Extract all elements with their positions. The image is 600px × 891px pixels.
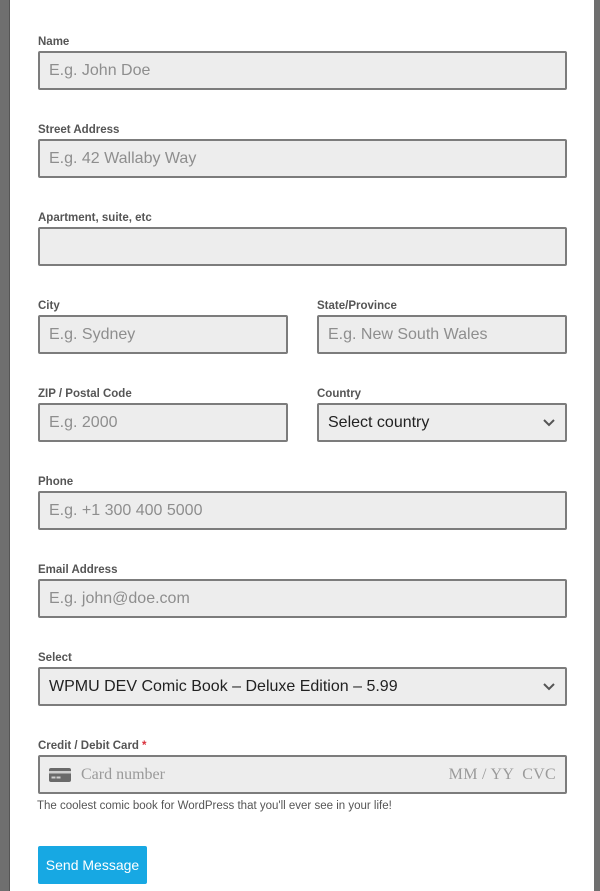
zip-label: ZIP / Postal Code — [38, 388, 132, 400]
zip-input[interactable] — [38, 403, 288, 442]
email-field-group — [38, 564, 567, 619]
email-placeholder: E.g. john@doe.com — [49, 589, 190, 607]
product-selected-value: WPMU DEV Comic Book – Deluxe Edition – 5.99 — [49, 677, 398, 695]
card-number-placeholder: Card number — [81, 765, 165, 783]
country-field-group — [317, 388, 567, 443]
card-label — [38, 740, 146, 752]
apartment-input[interactable] — [38, 227, 567, 266]
chevron-down-icon — [542, 680, 556, 694]
email-input[interactable] — [38, 579, 567, 618]
name-label: Name — [38, 36, 70, 48]
phone-placeholder: E.g. +1 300 400 5000 — [49, 501, 203, 519]
card-field-group — [38, 740, 567, 795]
send-message-button[interactable]: Send Message — [38, 846, 147, 884]
email-label: Email Address — [38, 564, 118, 576]
apartment-field-group — [38, 212, 567, 267]
street-field-group — [38, 124, 567, 179]
product-field-group — [38, 652, 567, 707]
country-selected-value: Select country — [328, 413, 430, 431]
card-label-text: Credit / Debit Card — [38, 740, 139, 752]
state-field-group — [317, 300, 567, 355]
helper-text: The coolest comic book for WordPress that you'll ever see in your life! — [37, 800, 392, 812]
state-placeholder: E.g. New South Wales — [328, 325, 488, 343]
card-expiry-cvc — [441, 766, 556, 784]
card-cvc-placeholder: CVC — [522, 765, 556, 783]
city-placeholder: E.g. Sydney — [49, 325, 136, 343]
name-placeholder: E.g. John Doe — [49, 61, 151, 79]
city-input[interactable] — [38, 315, 288, 354]
phone-field-group — [38, 476, 567, 531]
chevron-down-icon — [542, 416, 556, 430]
phone-label: Phone — [38, 476, 74, 488]
zip-placeholder: E.g. 2000 — [49, 413, 118, 431]
required-mark: * — [141, 740, 147, 752]
credit-card-icon — [49, 768, 71, 782]
state-label: State/Province — [317, 300, 397, 312]
apartment-label: Apartment, suite, etc — [38, 212, 152, 224]
phone-input[interactable] — [38, 491, 567, 530]
street-placeholder: E.g. 42 Wallaby Way — [49, 149, 197, 167]
card-input[interactable] — [38, 755, 567, 794]
street-input[interactable] — [38, 139, 567, 178]
state-input[interactable] — [317, 315, 567, 354]
city-field-group — [38, 300, 288, 355]
street-label: Street Address — [38, 124, 120, 136]
product-label: Select — [38, 652, 72, 664]
card-expiry-placeholder: MM / YY — [448, 765, 515, 783]
product-select[interactable] — [38, 667, 567, 706]
name-input[interactable] — [38, 51, 567, 90]
zip-field-group — [38, 388, 288, 443]
name-field-group — [38, 36, 567, 91]
city-label: City — [38, 300, 60, 312]
country-select[interactable] — [317, 403, 567, 442]
country-label: Country — [317, 388, 362, 400]
